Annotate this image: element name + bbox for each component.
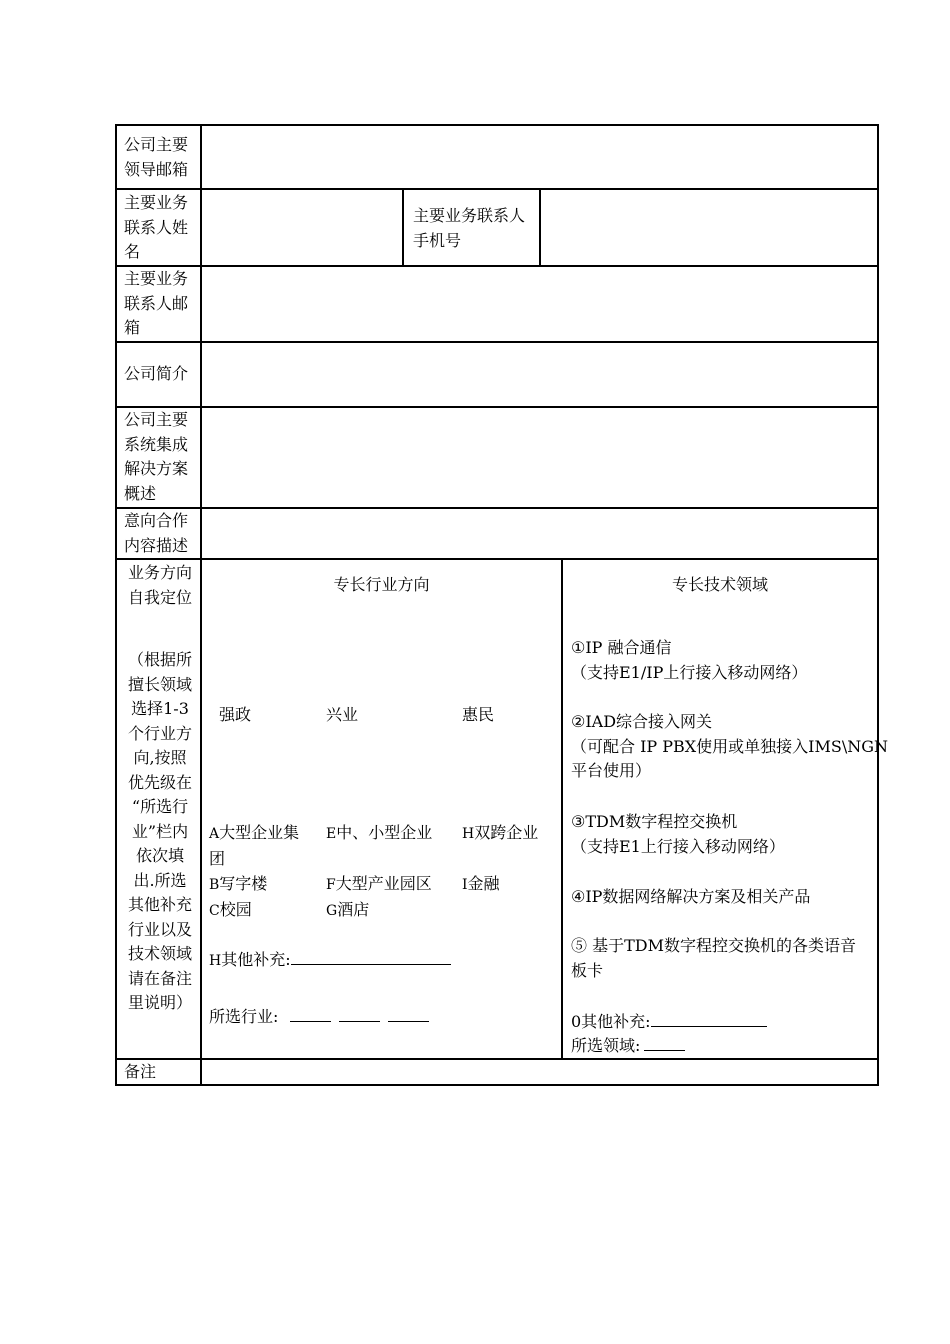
industry-item-i[interactable]: I金融 [462,874,500,893]
group-huimin: 惠民 [462,705,495,724]
tech-title: 专长技术领域 [671,575,768,594]
tech-item-1[interactable]: ①IP 融合通信 （支持E1/IP上行接入移动网络） [571,638,808,682]
tech-item-5[interactable]: ⑤ 基于TDM数字程控交换机的各类语音 板卡 [571,936,856,980]
tech-item-3[interactable]: ③TDM数字程控交换机 （支持E1上行接入移动网络） [571,812,785,856]
solutions-label: 公司主要 系统集成 解决方案 概述 [124,410,189,503]
remark-label: 备注 [124,1062,157,1081]
industry-other: H其他补充: [209,948,451,974]
industry-selected-blank-2[interactable] [339,1006,380,1022]
leader-email-label: 公司主要 领导邮箱 [124,135,189,179]
tech-item-4[interactable]: ④IP数据网络解决方案及相关产品 [571,887,811,906]
industry-item-h[interactable]: H双跨企业 [462,823,539,842]
industry-item-a[interactable]: A大型企业集 团 [209,823,300,868]
contact-name-label: 主要业务 联系人姓 名 [124,193,189,261]
tech-selected: 所选领域: [571,1034,685,1059]
tech-selected-blank[interactable] [644,1035,685,1051]
industry-item-f[interactable]: F大型产业园区 [326,874,432,893]
tech-item-2[interactable]: ②IAD综合接入网关 （可配合 IP PBX使用或单独接入IMS\NGN 平台使用） [571,712,889,780]
contact-phone-label: 主要业务联系人 手机号 [413,206,526,250]
industry-selected: 所选行业: [209,1005,429,1030]
cooperation-label: 意向合作 内容描述 [124,511,189,555]
industry-title: 专长行业方向 [333,575,430,594]
industry-item-e[interactable]: E中、小型企业 [326,823,433,842]
intro-label: 公司简介 [124,364,189,383]
industry-item-c[interactable]: C校园 [209,900,252,919]
group-qiangzheng: 强政 [219,705,252,724]
positioning-label: 业务方向 自我定位 [127,563,192,607]
tech-other: 0其他补充: [571,1010,767,1035]
industry-other-blank[interactable] [291,949,451,965]
positioning-note: （根据所 擅长领域 选择1-3 个行业方 向,按照 优先级在 “所选行 业”栏内 依次填 出.所选 其他补充 行业以及 技术领域 请在备注 里说明） [127,650,192,1012]
contact-email-label: 主要业务 联系人邮 箱 [124,269,189,337]
industry-selected-blank-1[interactable] [290,1006,331,1022]
tech-other-blank[interactable] [651,1011,767,1027]
industry-item-g[interactable]: G酒店 [326,900,370,919]
industry-selected-blank-3[interactable] [388,1006,429,1022]
industry-item-b[interactable]: B写字楼 [209,874,268,893]
group-xingye: 兴业 [326,705,359,724]
